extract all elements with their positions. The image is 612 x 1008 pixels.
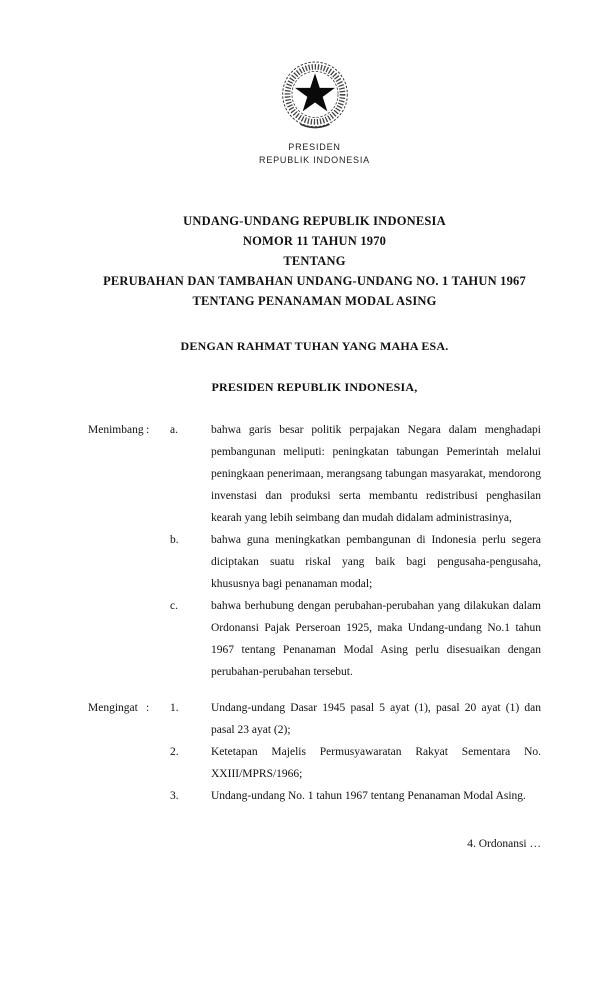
page-catchword: 4. Ordonansi … <box>467 838 541 850</box>
menimbang-colon: : <box>146 424 150 436</box>
menimbang-item-c <box>88 595 541 683</box>
title-line-2: NOMOR 11 TAHUN 1970 <box>242 234 387 248</box>
mengingat-item-1 <box>88 697 541 741</box>
menimbang-item-a <box>88 419 541 529</box>
title-line-3: TENTANG <box>283 254 346 268</box>
item-marker: a. <box>170 424 178 436</box>
document-body <box>88 419 541 807</box>
item-text: bahwa berhubung dengan perubahan-perubahan yang dilakukan dalam Ordonansi Pajak Perseroan 1925, maka Undang-undang No.1 tahun 1967 tentang Penanaman Modal Asing perlu disesuaikan dengan perubahan-perubahan tersebut. <box>211 600 541 678</box>
letterhead-line1: PRESIDEN <box>288 142 341 152</box>
menimbang-item-b <box>88 529 541 595</box>
letterhead-line2: REPUBLIK INDONESIA <box>259 155 370 165</box>
mengingat-label: Mengingat <box>88 702 138 714</box>
menimbang-label: Menimbang <box>88 424 144 436</box>
presidential-emblem-icon <box>274 58 356 134</box>
item-marker: b. <box>170 534 179 546</box>
document-content <box>88 0 541 855</box>
item-text: bahwa guna meningkatkan pembangunan di Indonesia perlu segera diciptakan suatu riskal yang baik bagi pengusaha-pengusaha, khususnya bagi penanaman modal; <box>211 534 541 590</box>
item-text: Ketetapan Majelis Permusyawaratan Rakyat Sementara No. XXIII/MPRS/1966; <box>211 746 541 780</box>
invocation: DENGAN RAHMAT TUHAN YANG MAHA ESA. <box>180 339 449 353</box>
title-line-1: UNDANG-UNDANG REPUBLIK INDONESIA <box>183 214 446 228</box>
item-text: bahwa garis besar politik perpajakan Negara dalam menghadapi pembangunan meliputi: peningkatan tabungan Pemerintah melalui peningkaan penerimaan, merangsang tabungan masyarakat, mendorong invenstasi dan produksi serta membantu redistribusi penghasilan kearah yang lebih seimbang dan mudah didalam administrasinya, <box>211 424 541 524</box>
item-marker: 3. <box>170 790 179 802</box>
mengingat-item-2 <box>88 741 541 785</box>
item-text: Undang-undang Dasar 1945 pasal 5 ayat (1), pasal 20 ayat (1) dan pasal 23 ayat (2); <box>211 702 541 736</box>
letterhead-text <box>88 141 541 167</box>
item-text: Undang-undang No. 1 tahun 1967 tentang Penanaman Modal Asing. <box>211 790 526 802</box>
mengingat-item-3 <box>88 785 541 807</box>
mengingat-colon: : <box>146 702 150 714</box>
item-marker: c. <box>170 600 178 612</box>
title-line-5: TENTANG PENANAMAN MODAL ASING <box>192 294 437 308</box>
letterhead <box>88 58 541 167</box>
title-block <box>88 211 541 311</box>
item-marker: 2. <box>170 746 179 758</box>
star-icon <box>295 73 335 111</box>
title-line-4: PERUBAHAN DAN TAMBAHAN UNDANG-UNDANG NO. 1 TAHUN 1967 <box>103 274 526 288</box>
item-marker: 1. <box>170 702 179 714</box>
authority-line: PRESIDEN REPUBLIK INDONESIA, <box>211 380 418 394</box>
